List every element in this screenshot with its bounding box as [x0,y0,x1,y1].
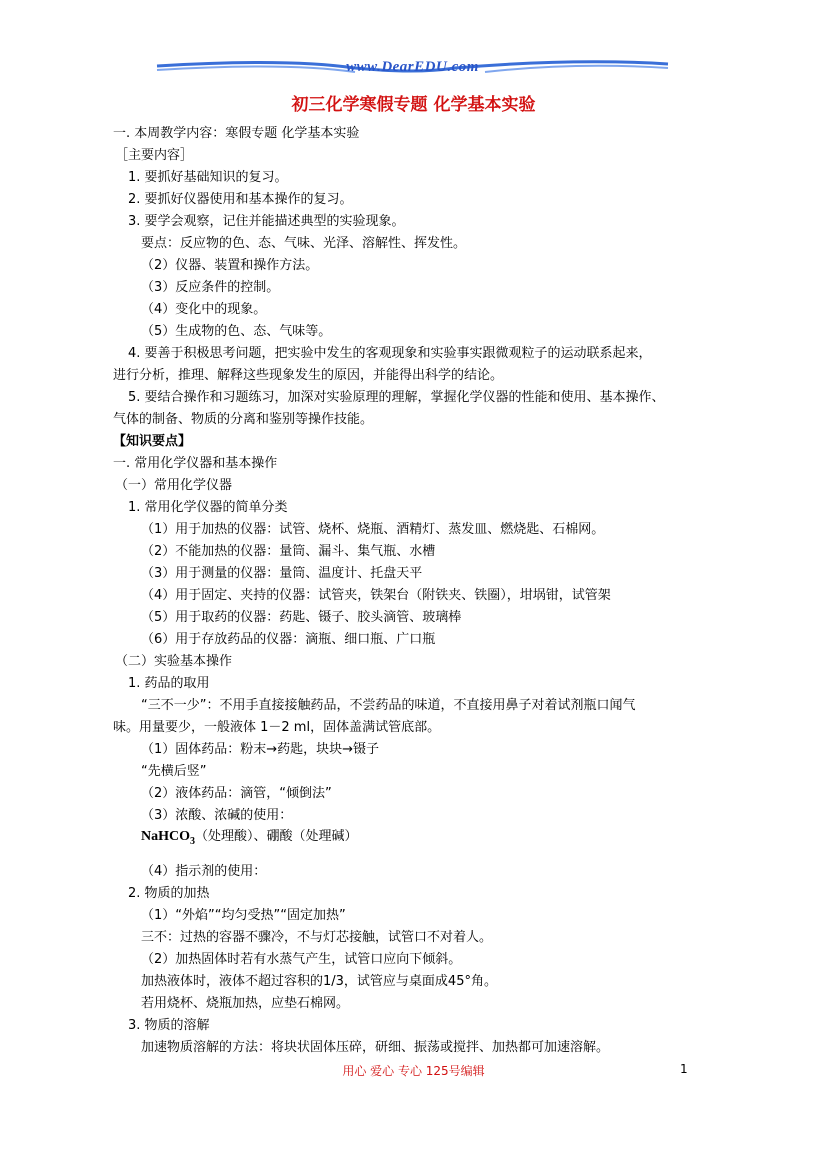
text-line: （4）变化中的现象。 [141,302,267,317]
formula-line [141,823,358,851]
text-line: 加速物质溶解的方法：将块状固体压碎，研细、振荡或搅拌、加热都可加速溶解。 [141,1040,610,1055]
page-title: 初三化学寒假专题 化学基本实验 [291,95,536,115]
site-url: www.DearEDU.com [346,59,479,75]
formula-main: NaHCO [141,829,190,844]
text-line: （2）仪器、装置和操作方法。 [141,258,319,273]
text-line: 2. 要抓好仪器使用和基本操作的复习。 [128,192,353,207]
text-line: 3. 物质的溶解 [128,1018,210,1033]
text-line: 进行分析，推理、解释这些现象发生的原因，并能得出科学的结论。 [113,368,504,383]
text-line: 4. 要善于积极思考问题，把实验中发生的客观现象和实验事实跟微观粒子的运动联系起来， [128,346,652,361]
text-line: 气体的制备、物质的分离和鉴别等操作技能。 [113,412,374,427]
text-line: （1）用于加热的仪器：试管、烧杯、烧瓶、酒精灯、蒸发皿、燃烧匙、石棉网。 [141,522,605,537]
footer-text: 用心 爱心 专心 125号编辑 [342,1064,485,1078]
text-line: “先横后竖” [141,764,207,779]
text-line: （二）实验基本操作 [115,654,233,669]
text-line: （5）生成物的色、态、气味等。 [141,324,332,339]
text-line: ［主要内容］ [115,148,194,163]
section-heading: 【知识要点】 [113,434,192,449]
formula-subscript: 3 [190,835,195,847]
text-line: （3）反应条件的控制。 [141,280,280,295]
text-line: 一. 常用化学仪器和基本操作 [113,456,278,471]
formula-description: （处理酸）、硼酸（处理碱） [195,829,358,844]
text-line: 1. 要抓好基础知识的复习。 [128,170,288,185]
page-number: 1 [680,1062,688,1076]
text-line: （1）固体药品：粉末→药匙，块块→镊子 [141,742,380,757]
text-line: （2）液体药品：滴管，“倾倒法” [141,786,332,801]
text-line: （2）加热固体时若有水蒸气产生，试管口应向下倾斜。 [141,952,462,967]
text-line: 一. 本周教学内容：寒假专题 化学基本实验 [113,126,360,141]
text-line: 1. 药品的取用 [128,676,210,691]
text-line: （3）浓酸、浓碱的使用： [141,808,293,823]
text-line: 若用烧杯、烧瓶加热，应垫石棉网。 [141,996,350,1011]
site-banner [155,56,670,84]
text-line: 加热液体时，液体不超过容积的1/3，试管应与桌面成45°角。 [141,974,497,989]
text-line: 3. 要学会观察，记住并能描述典型的实验现象。 [128,214,405,229]
text-line: （3）用于测量的仪器：量筒、温度计、托盘天平 [141,566,423,581]
text-line: “三不一少”：不用手直接接触药品，不尝药品的味道，不直接用鼻子对着试剂瓶口闻气 [141,698,636,713]
text-line: （2）不能加热的仪器：量筒、漏斗、集气瓶、水槽 [141,544,436,559]
text-line: （4）指示剂的使用： [141,864,267,879]
text-line: 味。用量要少，一般液体 1－2 ml，固体盖满试管底部。 [113,720,441,735]
text-line: （6）用于存放药品的仪器：滴瓶、细口瓶、广口瓶 [141,632,436,647]
text-line: 2. 物质的加热 [128,886,210,901]
text-line: 1. 常用化学仪器的简单分类 [128,500,288,515]
text-line: 三不：过热的容器不骤冷，不与灯芯接触，试管口不对着人。 [141,930,493,945]
text-line: （1）“外焰”“均匀受热”“固定加热” [141,908,346,923]
chemical-formula [141,829,195,847]
text-line: 要点：反应物的色、态、气味、光泽、溶解性、挥发性。 [141,236,467,251]
page-footer [0,1062,827,1082]
text-line: （一）常用化学仪器 [115,478,233,493]
text-line: 5. 要结合操作和习题练习，加深对实验原理的理解，掌握化学仪器的性能和使用、基本操作、 [128,390,665,405]
text-line: （4）用于固定、夹持的仪器：试管夹，铁架台（附铁夹、铁圈），坩埚钳，试管架 [141,588,611,603]
text-line: （5）用于取药的仪器：药匙、镊子、胶头滴管、玻璃棒 [141,610,462,625]
